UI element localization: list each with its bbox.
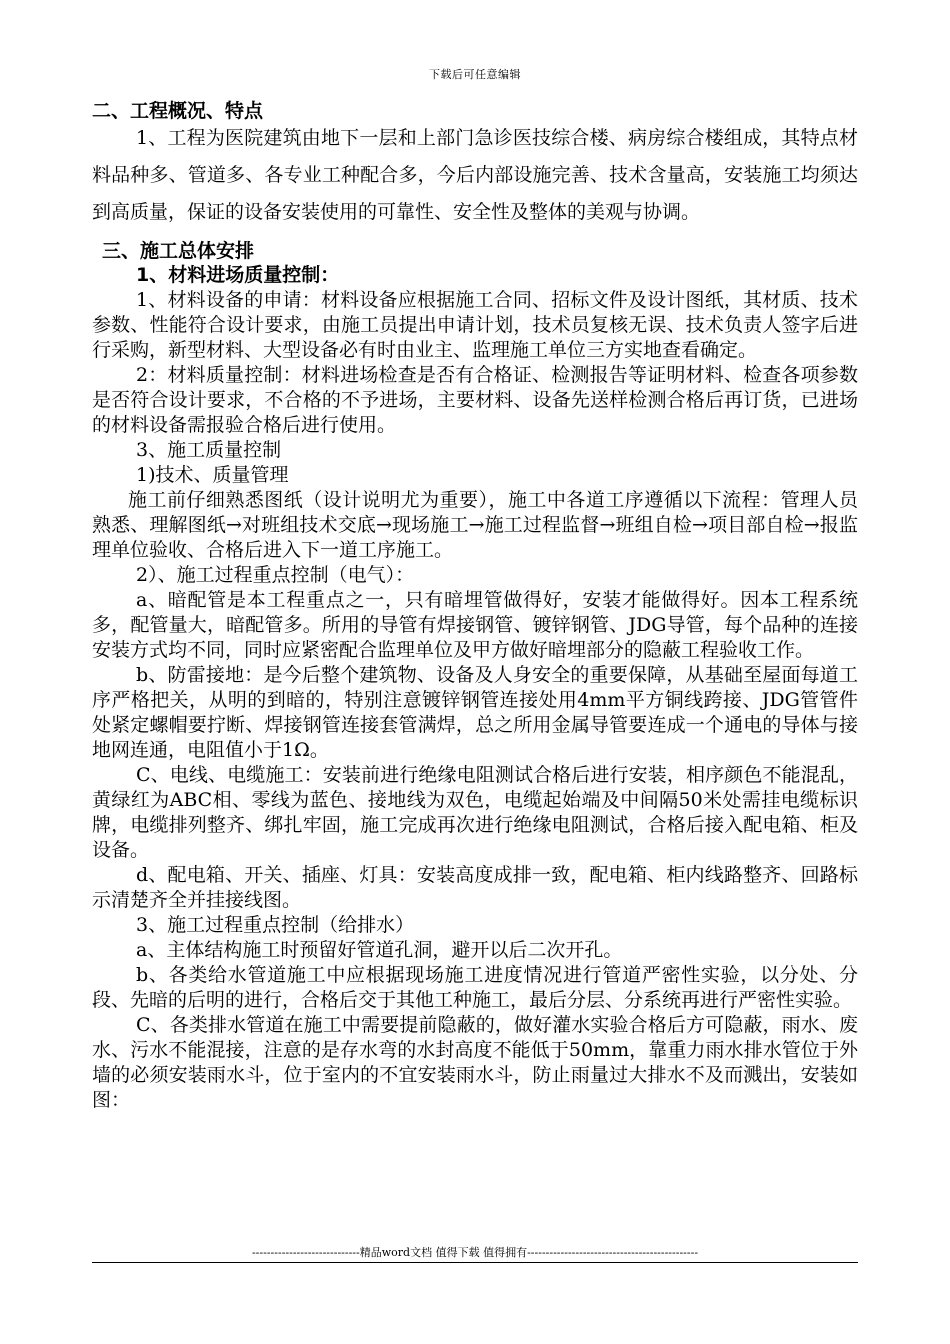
overview-paragraph: 1、工程为医院建筑由地下一层和上部门急诊医技综合楼、病房综合楼组成，其特点材料品种多、管道多、各专业工种配合多，今后内部设施完善、技术含量高，安装施工均须达到高质量，保证的设备安装使用的可靠性、安全性及整体的美观与协调。: [92, 127, 858, 223]
paragraph-cables: C、电线、电缆施工：安装前进行绝缘电阻测试合格后进行安装，相序颜色不能混乱，黄绿红为ABC相、零线为蓝色、接地线为双色，电缆起始端及中间隔50米处需挂电缆标识牌，电缆排列整齐、绑扎牢固，施工完成再次进行绝缘电阻测试，合格后接入配电箱、柜及设备。: [92, 764, 858, 861]
paragraph-distribution-boxes: d、配电箱、开关、插座、灯具：安装高度成排一致，配电箱、柜内线路整齐、回路标示清楚齐全并挂接线图。: [92, 864, 858, 911]
paragraph-construction-quality: 3、施工质量控制: [136, 439, 282, 461]
section-heading-overview: 二、工程概况、特点: [92, 100, 264, 122]
section-heading-arrangement: 三、施工总体安排: [102, 240, 255, 262]
paragraph-grounding: b、防雷接地：是今后整个建筑物、设备及人身安全的重要保障，从基础至屋面每道工序严格把关，从明的到暗的，特别注意镀锌钢管连接处用4mm平方铜线跨接、JDG管管件处紧定螺帽要拧断、焊接钢管连接套管满焊，总之所用金属导管要连成一个通电的导体与接地网连通，电阻值小于1Ω。: [92, 664, 858, 761]
paragraph-tech-management: 1)技术、质量管理: [136, 464, 289, 486]
paragraph-reserved-holes: a、主体结构施工时预留好管道孔洞，避开以后二次开孔。: [136, 939, 623, 961]
page-header: 下载后可任意编辑: [429, 68, 521, 81]
paragraph-drainage: C、各类排水管道在施工中需要提前隐蔽的，做好灌水实验合格后方可隐蔽，雨水、废水、污水不能混接，注意的是存水弯的水封高度不能低于50mm，靠重力雨水排水管位于外墙的必须安装雨水斗，位于室内的不宜安装雨水斗，防止雨量过大排水不及而溅出，安装如图：: [92, 1014, 858, 1111]
paragraph-plumbing-heading: 3、施工过程重点控制（给排水）: [136, 914, 415, 936]
paragraph-material-quality: 2：材料质量控制：材料进场检查是否有合格证、检测报告等证明材料、检查各项参数是否符合设计要求，不合格的不予进场，主要材料、设备先送样检测合格后再订货，已进场的材料设备需报验合格后进行使用。: [92, 364, 858, 436]
paragraph-electrical-heading: 2）、施工过程重点控制（电气）：: [136, 564, 415, 586]
footer-divider: [92, 1262, 858, 1263]
page-footer: -----------------------------精品word文档 值得下载 值得拥有----------------------------------------------: [251, 1246, 699, 1259]
subheading-material-control: 1、材料进场质量控制：: [136, 264, 340, 286]
paragraph-material-application: 1、材料设备的申请：材料设备应根据施工合同、招标文件及设计图纸，其材质、技术参数、性能符合设计要求，由施工员提出申请计划，技术员复核无误、技术负责人签字后进行采购，新型材料、大型设备必有时由业主、监理施工单位三方实地查看确定。: [92, 289, 858, 361]
paragraph-workflow: 施工前仔细熟悉图纸（设计说明尤为重要），施工中各道工序遵循以下流程：管理人员熟悉、理解图纸→对班组技术交底→现场施工→施工过程监督→班组自检→项目部自检→报监理单位验收、合格后进入下一道工序施工。: [92, 489, 858, 561]
paragraph-water-supply: b、各类给水管道施工中应根据现场施工进度情况进行管道严密性实验，以分处、分段、先暗的后明的进行，合格后交于其他工种施工，最后分层、分系统再进行严密性实验。: [92, 964, 858, 1011]
paragraph-conduit: a、暗配管是本工程重点之一，只有暗埋管做得好，安装才能做得好。因本工程系统多，配管量大，暗配管多。所用的导管有焊接钢管、镀锌钢管、JDG导管，每个品种的连接安装方式均不同，同时应紧密配合监理单位及甲方做好暗埋部分的隐蔽工程验收工作。: [92, 589, 858, 661]
document-body: [92, 100, 858, 1113]
